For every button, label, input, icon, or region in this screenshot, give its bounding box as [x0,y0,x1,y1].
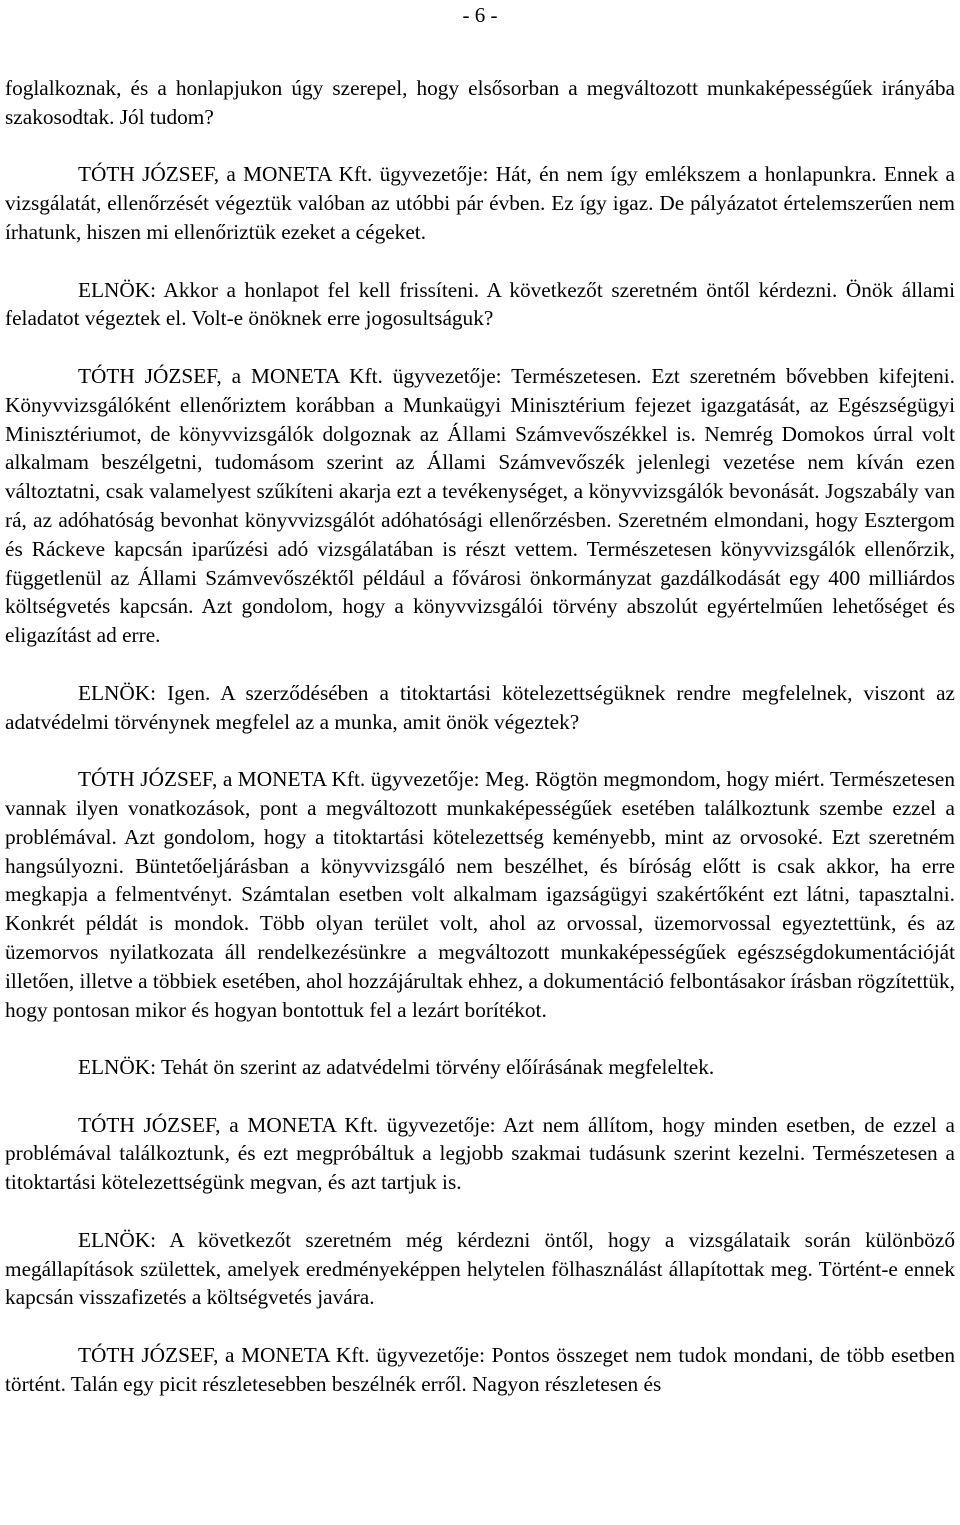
paragraph-toth-5: TÓTH JÓZSEF, a MONETA Kft. ügyvezetője: Pontos összeget nem tudok mondani, de több esetben történt. Talán egy picit részletesebben beszélnék erről. Nagyon részletesen és [5,1343,955,1396]
paragraph-spacer [5,333,955,362]
paragraph-elnok-1: ELNÖK: Akkor a honlapot fel kell frissíteni. A következőt szeretném öntől kérdezni. Önök állami feladatot végeztek el. Volt-e önöknek erre jogosultságuk? [5,277,955,331]
paragraph-toth-1: TÓTH JÓZSEF, a MONETA Kft. ügyvezetője: Hát, én nem így emlékszem a honlapunkra. Ennek a vizsgálatát, ellenőrzését végeztük valóban az utóbbi pár évben. Ez így igaz. De pályázatot értelemszerűen nem írhatunk, hiszen mi ellenőriztük ezeket a cégeket. [5,162,955,244]
paragraph-spacer [5,132,955,161]
paragraph-spacer [5,247,955,276]
paragraph-toth-2: TÓTH JÓZSEF, a MONETA Kft. ügyvezetője: Természetesen. Ezt szeretném bővebben kifejteni. Könyvvizsgálóként ellenőriztem korábban a Munkaügyi Minisztérium fejezet igazgatását, az Egészségügyi Minisztériumot, de könyvvizsgálók dolgoznak az Állami Számvevőszékkel is. Nemrég Domokos úrral volt alkalmam beszélgetni, tudomásom szerint az Állami Számvevőszék jelenlegi vezetése nem kíván ezen változtatni, csak valamelyest szűkíteni akarja ezt a tevékenységet, a könyvvizsgálók bevonását. Jogszabály van rá, az adóhatóság bevonhat könyvvizsgálót adóhatósági ellenőrzésben. Szeretném elmondani, hogy Esztergom és Ráckeve kapcsán iparűzési adó vizsgálatában is részt vettem. Természetesen könyvvizsgálók ellenőrzik, függetlenül az Állami Számvevőszéktől például a fővárosi önkormányzat gazdálkodását egy 400 milliárdos költségvetés kapcsán. Azt gondolom, hogy a könyvvizsgálói törvény abszolút egyértelműen lehetőséget és eligazítást ad erre. [5,363,955,648]
paragraph-spacer [5,736,955,765]
page-number: - 6 - [462,3,498,27]
paragraph-toth-4: TÓTH JÓZSEF, a MONETA Kft. ügyvezetője: Azt nem állítom, hogy minden esetben, de ezzel a problémával találkoztunk, és ezt megpróbáltuk a legjobb szakmai tudásunk szerint kezelni. Természetesen a titoktartási kötelezettségünk megvan, és azt tartjuk is. [5,1112,955,1195]
paragraph-elnok-3: ELNÖK: Tehát ön szerint az adatvédelmi törvény előírásának megfeleltek. [78,1055,715,1080]
paragraph-spacer [5,650,955,679]
paragraph-toth-3: TÓTH JÓZSEF, a MONETA Kft. ügyvezetője: Meg. Rögtön megmondom, hogy miért. Természetesen vannak ilyen vonatkozások, pont a megváltozott munkaképességűek esetében találkoztunk szembe ezzel a problémával. Azt gondolom, hogy a titoktartási kötelezettség keményebb, mint az orvosoké. Ezt szeretném hangsúlyozni. Büntetőeljárásban a könyvvizsgáló nem beszélhet, és bíróság előtt is csak akkor, ha erre megkapja a felmentvényt. Számtalan esetben volt alkalmam igazságügyi szakértőként ezt látni, tapasztalni. Konkrét példát is mondok. Több olyan terület volt, ahol az orvossal, üzemorvossal egyeztettünk, és az üzemorvos nyilatkozata áll rendelkezésünkre a megváltozott munkaképességűek egészségdokumentációját illetően, illetve a többiek esetében, ahol hozzájárultak ehhez, a dokumentáció felbontásakor írásban rögzítettük, hogy pontosan mikor és hogyan bontottuk fel a lezárt borítékot. [5,767,955,1022]
paragraph-continuation: foglalkoznak, és a honlapjukon úgy szerepel, hogy elsősorban a megváltozott munkaképességűek irányába szakosodtak. Jól tudom? [5,76,955,129]
paragraph-elnok-4: ELNÖK: A következőt szeretném még kérdezni öntől, hogy a vizsgálataik során különböző megállapítások születtek, amelyek eredményeképpen helytelen fölhasználást állapítottak meg. Történt-e ennek kapcsán visszafizetés a költségvetés javára. [5,1227,955,1310]
paragraph-spacer [5,1024,955,1053]
paragraph-spacer [5,1197,955,1226]
paragraph-elnok-2: ELNÖK: Igen. A szerződésében a titoktartási kötelezettségüknek rendre megfelelnek, viszont az adatvédelmi törvénynek megfelel az a munka, amit önök végeztek? [5,680,955,734]
paragraph-spacer [5,1082,955,1111]
document-body [5,74,955,1399]
paragraph-spacer [5,1312,955,1341]
